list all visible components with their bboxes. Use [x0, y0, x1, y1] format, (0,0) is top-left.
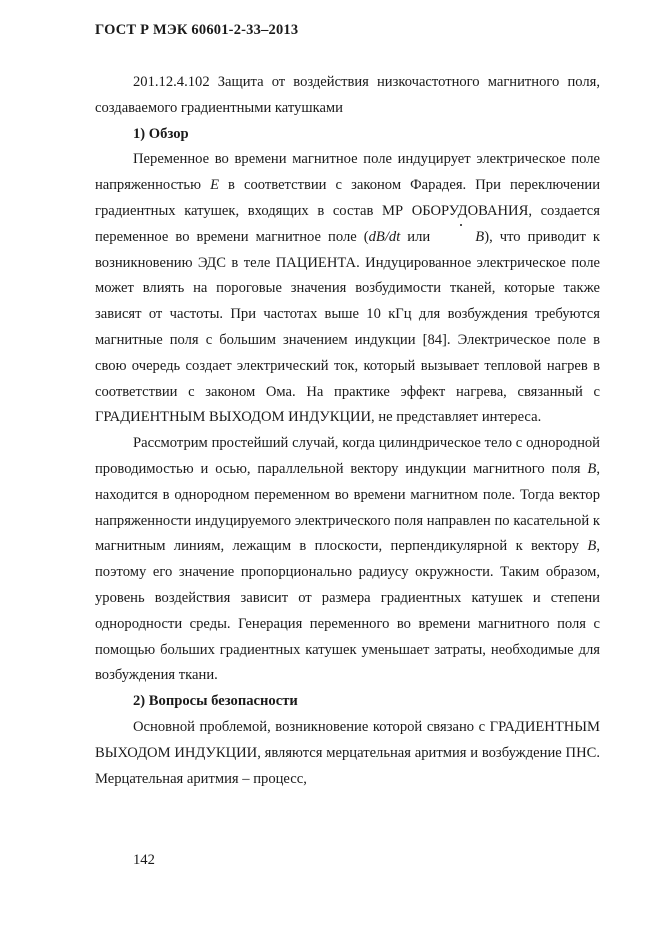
p1-symbol-e: E: [210, 177, 219, 194]
p2-symbol-b1: B: [587, 460, 597, 477]
p2-symbol-b2: B: [587, 538, 597, 555]
page-number: 142: [133, 852, 155, 868]
p1-text-d: ), что приводит к возникновению ЭДС в теле ПАЦИЕНТА. Индуцированное электрическое поле может влиять на пороговые значения возбудимости тканей, которые также зависят от частоты. При частотах выше 10 кГц для возбуждения требуются магнитные поля с большим значением индукции [84]. Электрическое поле в свою очередь создает электрический ток, который вызывает тепловой нагрев в соответствии с законом Ома. На практике эффект нагрева, связанный с ГРАДИЕНТНЫМ ВЫХОДОМ ИНДУКЦИИ, не представляет интереса.: [95, 228, 600, 426]
p1-text-c: или: [400, 228, 438, 245]
paragraph-3: Основной проблемой, возникновение которой связано с ГРАДИЕНТНЫМ ВЫХОДОМ ИНДУКЦИИ, являются мерцательная аритмия и возбуждение ПНС. Мерцательная аритмия – процесс,: [95, 718, 600, 787]
p1-text-a: Переменное во времени магнитное поле индуцирует электрическое поле напряженностью: [95, 151, 600, 194]
p1-symbol-dbdt: dB/dt: [368, 228, 401, 245]
p1-symbol-bdot: B: [437, 225, 484, 251]
paragraph-2: [95, 431, 600, 689]
document-body: [95, 70, 600, 792]
p2-text-c: , поэтому его значение пропорционально радиусу окружности. Таким образом, уровень воздействия зависит от размера градиентных катушек и степени однородности среды. Генерация переменного во времени магнитного поля с помощью больших градиентных катушек уменьшает затраты, необходимые для возбуждения ткани.: [95, 538, 600, 684]
subsection-heading-safety: 2) Вопросы безопасности: [133, 693, 298, 710]
document-header: ГОСТ Р МЭК 60601-2-33–2013: [95, 22, 299, 38]
section-title: 201.12.4.102 Защита от воздействия низкочастотного магнитного поля, создаваемого градиентными катушками: [95, 74, 600, 116]
p1-text-b: в соответствии с законом Фарадея. При переключении градиентных катушек, входящих в состав МР ОБОРУДОВАНИЯ, создается переменное во времени магнитное поле (: [95, 177, 601, 245]
p2-text-a: Рассмотрим простейший случай, когда цилиндрическое тело с однородной проводимостью и осью, параллельной вектору индукции магнитного поля: [95, 435, 600, 477]
paragraph-1: [95, 147, 600, 431]
subsection-heading-overview: 1) Обзор: [133, 125, 189, 142]
p2-text-b: , находится в однородном переменном во времени магнитном поле. Тогда вектор напряженности индуцируемого электрического поля направлен по касательной к магнитным линиям, лежащим в плоскости, перпендикулярной к вектору: [95, 460, 600, 555]
